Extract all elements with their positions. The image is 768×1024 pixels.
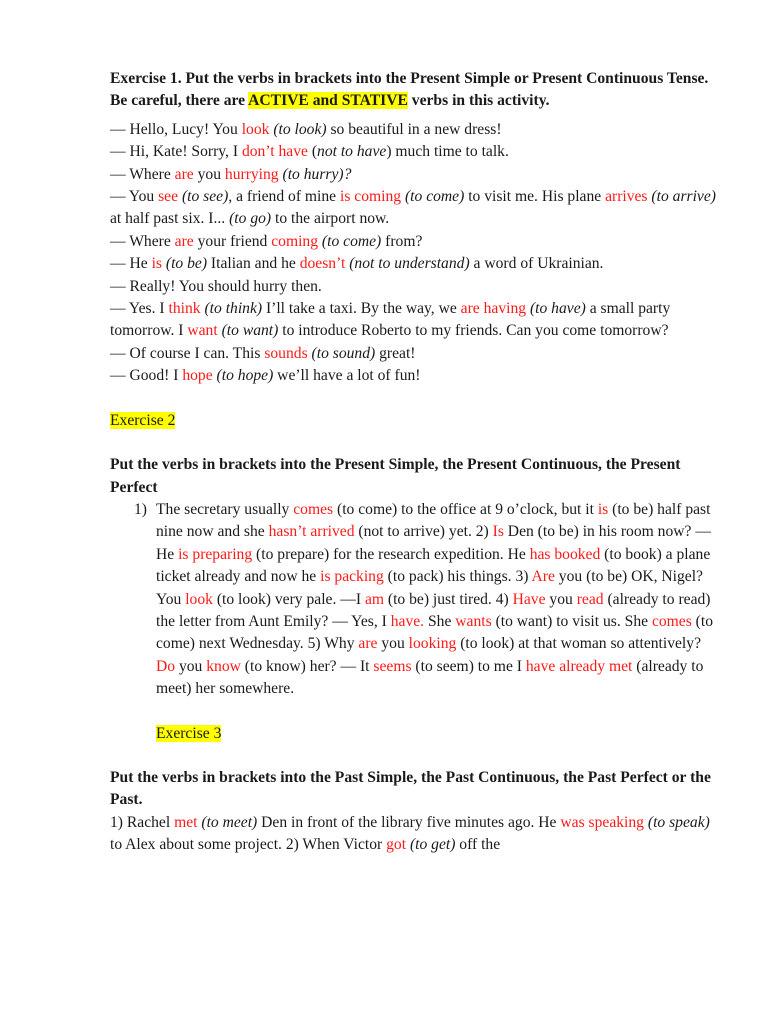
text-run: a small party tomorrow. I bbox=[110, 300, 671, 340]
verb-hint: (to be) bbox=[165, 255, 208, 273]
answer-verb: wants bbox=[455, 612, 492, 630]
answer-verb: are having bbox=[460, 300, 527, 318]
answer-verb: know bbox=[206, 657, 241, 675]
answer-verb: was speaking bbox=[560, 813, 644, 831]
verb-hint: (to think) bbox=[204, 300, 263, 318]
text-run: — Good! I bbox=[110, 367, 183, 385]
exercise-3-body bbox=[110, 812, 720, 857]
exercise-1-dialogue bbox=[110, 119, 720, 388]
text-run: a friend of mine bbox=[232, 188, 340, 206]
answer-verb: seems bbox=[373, 657, 412, 675]
verb-hint: (to want) bbox=[221, 322, 279, 340]
exercise-3-label: Exercise 3 bbox=[156, 724, 222, 742]
text-run: you bbox=[545, 590, 577, 608]
verb-hint: (not to understand) bbox=[349, 255, 470, 273]
highlighted-text: ACTIVE and STATIVE bbox=[248, 92, 408, 110]
answer-verb: Do bbox=[156, 657, 176, 675]
verb-hint: (to look) bbox=[273, 120, 327, 138]
verb-hint: (to see), bbox=[181, 188, 233, 206]
exercise-1-title: Exercise 1. Put the verbs in brackets into the Present Simple or Present Continuous Tense. Be careful, there are ACTIVE and STATIVE verbs in this activity. bbox=[110, 70, 709, 110]
answer-verb: look bbox=[241, 120, 270, 138]
exercise-2-body bbox=[156, 499, 720, 701]
text-run: to introduce Roberto to my friends. Can you come tomorrow? bbox=[278, 322, 669, 340]
text-run: (not to arrive) yet. 2) bbox=[354, 523, 493, 541]
text-run: — Really! You should hurry then. bbox=[110, 277, 322, 295]
text-run: at half past six. I... bbox=[110, 210, 230, 228]
answer-verb: Have bbox=[512, 590, 546, 608]
answer-verb: looking bbox=[408, 635, 457, 653]
text-run: to Alex about some project. 2) When Victor bbox=[110, 836, 387, 854]
text-run: — Yes. I bbox=[110, 300, 169, 318]
text-run: Italian and he bbox=[207, 255, 300, 273]
dialogue-line bbox=[110, 253, 720, 275]
text-run: (to come) next Wednesday. 5) Why bbox=[156, 612, 714, 653]
answer-verb: are bbox=[358, 635, 378, 653]
exercise-2-label: Exercise 2 bbox=[110, 411, 176, 429]
text-run: (already to meet) her somewhere. bbox=[156, 657, 704, 698]
answer-verb: am bbox=[364, 590, 384, 608]
text-run: (to look) very pale. —I bbox=[212, 590, 365, 608]
text-run: to visit me. His plane bbox=[464, 188, 606, 206]
answer-verb: are bbox=[174, 232, 194, 250]
text-run: Den in front of the library five minutes ago. He bbox=[257, 813, 561, 831]
exercise-2-item bbox=[110, 499, 720, 745]
answer-verb: read bbox=[576, 590, 604, 608]
text-run: (to prepare) for the research expedition. He bbox=[252, 545, 530, 563]
dialogue-line bbox=[110, 365, 720, 387]
answer-verb: got bbox=[386, 836, 407, 854]
text-run: (to seem) to me I bbox=[411, 657, 526, 675]
answer-verb: is bbox=[151, 255, 162, 273]
text-run: from? bbox=[381, 232, 423, 250]
dialogue-line bbox=[110, 276, 720, 298]
verb-hint: (to arrive) bbox=[651, 188, 716, 206]
text-run: you bbox=[175, 657, 207, 675]
answer-verb: hasn’t arrived bbox=[268, 523, 355, 541]
exercise-2-title: Put the verbs in brackets into the Present Simple, the Present Continuous, the Present Perfect bbox=[110, 456, 681, 496]
exercise-3-title: Put the verbs in brackets into the Past Simple, the Past Continuous, the Past Perfect or the Past. bbox=[110, 768, 711, 809]
document-page bbox=[110, 68, 720, 857]
answer-verb: Are bbox=[531, 568, 555, 586]
text-run: — Hi, Kate! Sorry, I bbox=[110, 143, 242, 161]
answer-verb: Is bbox=[492, 523, 504, 541]
text-run: great! bbox=[375, 344, 416, 362]
text-run: — He bbox=[110, 255, 152, 273]
verb-hint: (to come) bbox=[404, 188, 465, 206]
answer-verb: have already met bbox=[525, 657, 633, 675]
dialogue-line bbox=[110, 343, 720, 365]
text-run: so beautiful in a new dress! bbox=[326, 120, 502, 138]
text-run: Den (to be) in his room now? — He bbox=[156, 523, 711, 563]
text-run: — You bbox=[110, 188, 159, 206]
text-run: your friend bbox=[193, 232, 272, 250]
dialogue-line bbox=[110, 141, 720, 163]
text-run: 1) Rachel bbox=[110, 813, 175, 831]
answer-verb: doesn’t bbox=[299, 255, 346, 273]
answer-verb: look bbox=[185, 590, 213, 608]
text-run: ) much time to talk. bbox=[386, 143, 509, 161]
text-run: (to come) to the office at 9 o’clock, but it bbox=[333, 500, 598, 518]
text-run: (already to read) the letter from Aunt Emily? — Yes, I bbox=[156, 590, 711, 630]
text-run: — Where bbox=[110, 165, 175, 183]
text-run: you (to be) OK, Nigel? You bbox=[156, 568, 703, 608]
answer-verb: is packing bbox=[320, 568, 384, 586]
list-number: 1) bbox=[134, 500, 147, 518]
answer-verb: want bbox=[187, 322, 218, 340]
verb-hint: (to have) bbox=[529, 300, 586, 318]
answer-verb: has booked bbox=[529, 545, 601, 563]
text-run: (to be) half past nine now and she bbox=[156, 500, 711, 541]
answer-verb: is preparing bbox=[178, 545, 253, 563]
text-run: (to look) at that woman so attentively? bbox=[456, 635, 701, 653]
verb-hint: (to get) bbox=[409, 836, 456, 854]
answer-verb: comes bbox=[651, 612, 692, 630]
answer-verb: think bbox=[168, 300, 201, 318]
dialogue-line bbox=[110, 186, 720, 231]
answer-verb: comes bbox=[293, 500, 334, 518]
answer-verb: is coming bbox=[340, 188, 402, 206]
answer-verb: hurrying bbox=[224, 165, 279, 183]
text-run: off the bbox=[455, 836, 501, 854]
answer-verb: have. bbox=[390, 612, 425, 630]
text-run: we’ll have a lot of fun! bbox=[273, 367, 421, 385]
text-run: (to want) to visit us. She bbox=[491, 612, 652, 630]
dialogue-line bbox=[110, 164, 720, 186]
answer-verb: sounds bbox=[264, 344, 308, 362]
answer-verb: coming bbox=[271, 232, 319, 250]
text-run: — Hello, Lucy! You bbox=[110, 120, 242, 138]
text-run: a word of Ukrainian. bbox=[469, 255, 604, 273]
answer-verb: is bbox=[597, 500, 609, 518]
answer-verb: are bbox=[174, 165, 194, 183]
text-run: you bbox=[193, 165, 225, 183]
verb-hint: (to go) bbox=[229, 210, 272, 228]
verb-hint: (to hope) bbox=[216, 367, 274, 385]
answer-verb: arrives bbox=[605, 188, 648, 206]
text-run: (to pack) his things. 3) bbox=[383, 568, 532, 586]
verb-hint: not to have bbox=[317, 143, 387, 161]
answer-verb: hope bbox=[182, 367, 213, 385]
text-run: — Of course I can. This bbox=[110, 344, 265, 362]
text-run: (to know) her? — It bbox=[240, 657, 374, 675]
answer-verb: met bbox=[174, 813, 198, 831]
verb-hint: (to sound) bbox=[311, 344, 376, 362]
verb-hint: (to meet) bbox=[201, 813, 258, 831]
verb-hint: (to hurry)? bbox=[282, 165, 352, 183]
verb-hint: (to come) bbox=[321, 232, 382, 250]
answer-verb: see bbox=[158, 188, 179, 206]
dialogue-line bbox=[110, 119, 720, 141]
text-run: The secretary usually bbox=[156, 500, 294, 518]
dialogue-line bbox=[110, 298, 720, 343]
verb-hint: (to speak) bbox=[647, 813, 710, 831]
answer-verb: don’t have bbox=[241, 143, 308, 161]
text-run: (to be) just tired. 4) bbox=[384, 590, 513, 608]
text-run: — Where bbox=[110, 232, 175, 250]
text-run: to the airport now. bbox=[271, 210, 390, 228]
text-run: ( bbox=[307, 143, 318, 161]
text-run: I’ll take a taxi. By the way, we bbox=[262, 300, 461, 318]
text-run: (to book) a plane ticket already and now he bbox=[156, 545, 711, 586]
dialogue-line bbox=[110, 231, 720, 253]
text-run: She bbox=[424, 612, 456, 630]
text-run: you bbox=[377, 635, 409, 653]
